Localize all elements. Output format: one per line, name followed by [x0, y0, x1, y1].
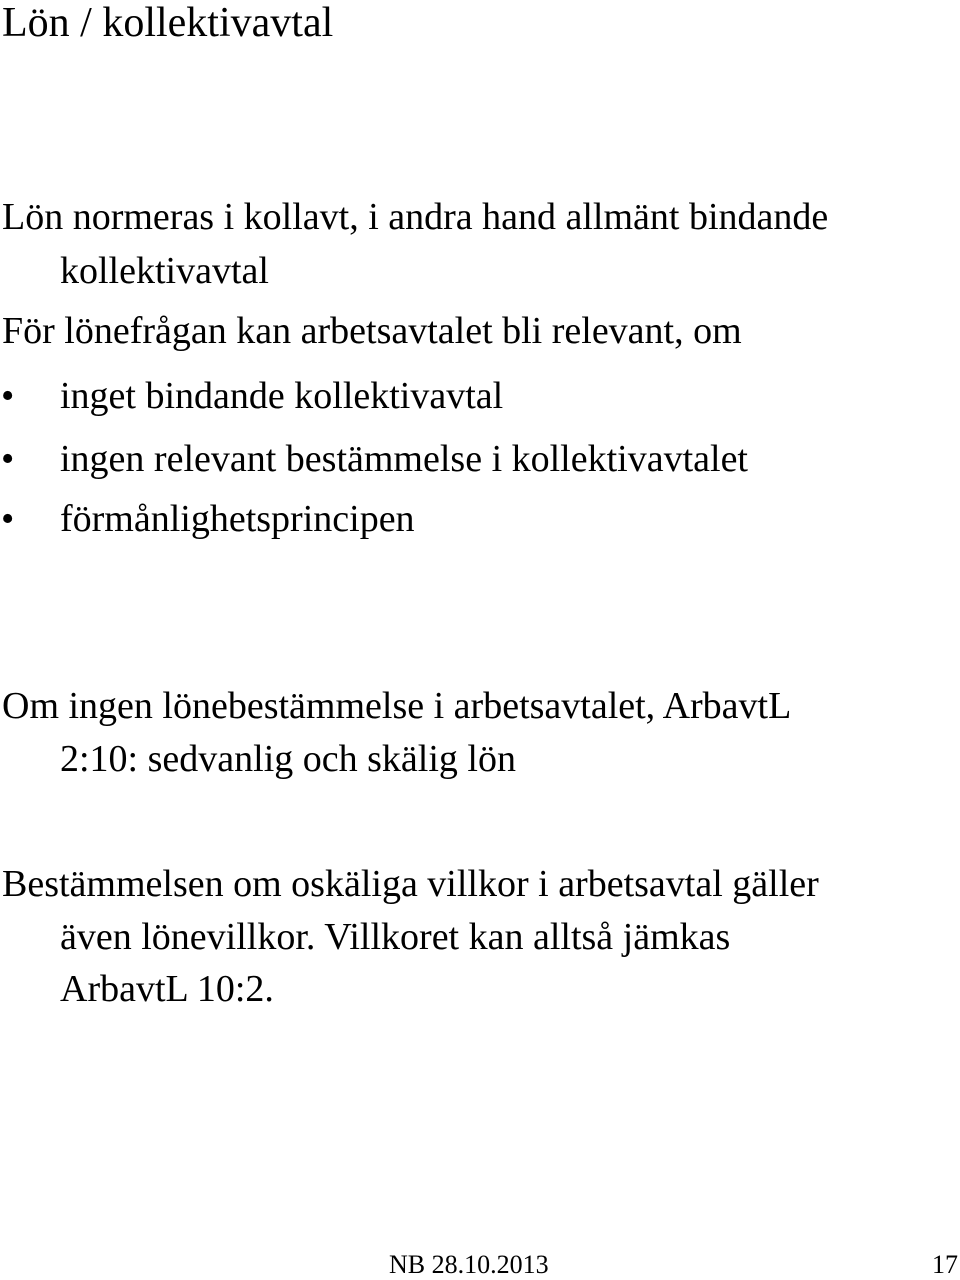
bullet-item-text: förmånlighetsprincipen: [60, 498, 415, 540]
paragraph-3-line-2: 2:10: sedvanlig och skälig lön: [60, 738, 516, 780]
paragraph-2-intro: För lönefrågan kan arbetsavtalet bli relevant, om: [2, 310, 742, 352]
paragraph-3-line-1: Om ingen lönebestämmelse i arbetsavtalet, ArbavtL: [2, 685, 792, 727]
paragraph-4-line-3: ArbavtL 10:2.: [60, 968, 274, 1010]
page-number: 17: [932, 1250, 958, 1279]
bullet-marker: •: [1, 498, 15, 540]
paragraph-1-line-2: kollektivavtal: [60, 250, 269, 292]
slide-title: Lön / kollektivavtal: [2, 0, 334, 46]
paragraph-4-line-2: även lönevillkor. Villkoret kan alltså jämkas: [60, 916, 731, 958]
bullet-item-text: inget bindande kollektivavtal: [60, 375, 504, 417]
paragraph-1-line-1: Lön normeras i kollavt, i andra hand allmänt bindande: [2, 196, 829, 238]
bullet-marker: •: [1, 438, 15, 480]
bullet-marker: •: [1, 375, 15, 417]
footer-label: NB 28.10.2013: [389, 1250, 549, 1279]
bullet-item-text: ingen relevant bestämmelse i kollektivavtalet: [60, 438, 748, 480]
paragraph-4-line-1: Bestämmelsen om oskäliga villkor i arbetsavtal gäller: [2, 863, 819, 905]
